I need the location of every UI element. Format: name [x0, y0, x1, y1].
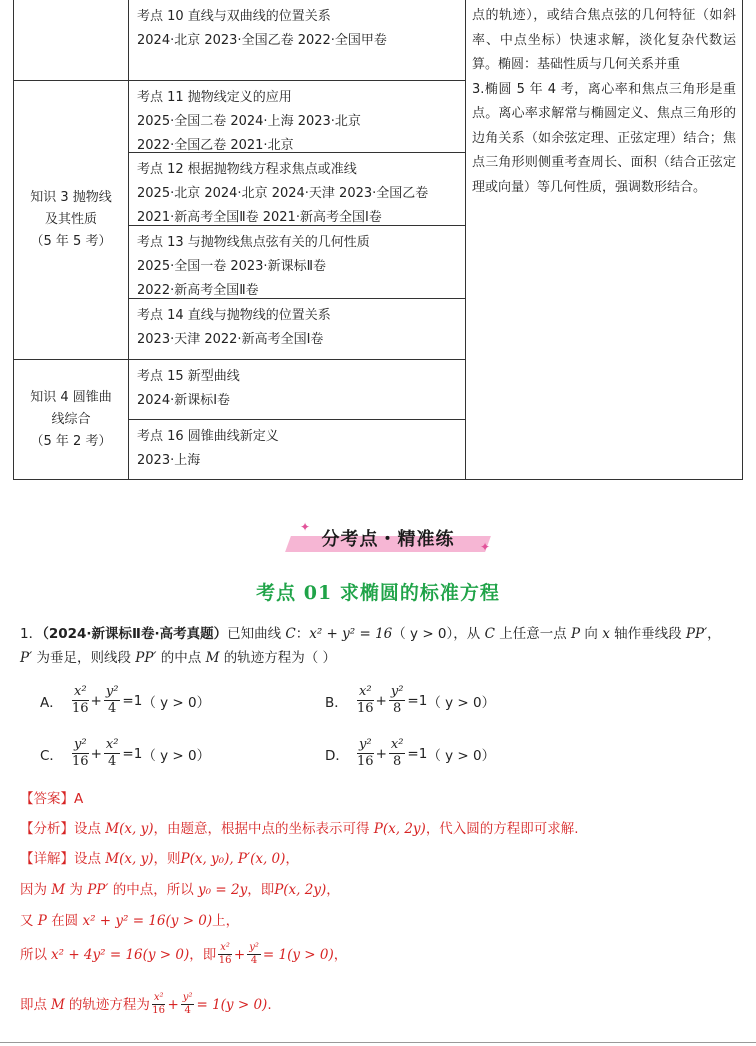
answer-text: ， — [333, 946, 348, 963]
exam-point-10 — [128, 0, 466, 81]
fraction — [389, 684, 406, 717]
answer-options — [40, 684, 640, 784]
exam-point-years: 2022·新高考全国Ⅱ卷 — [137, 283, 259, 298]
knowledge-label-line: 线综合 — [51, 411, 91, 427]
question-text: ， — [707, 626, 721, 642]
answer-text: 的轨迹方程为 — [68, 996, 150, 1013]
math-expr: M(x, y) — [105, 821, 154, 837]
analysis-label: 【分析】 — [20, 821, 74, 837]
denominator: 16 — [72, 754, 89, 769]
math-condition: （ y > 0） — [142, 694, 211, 711]
math-symbol: P — [571, 626, 581, 642]
denominator: 16 — [357, 754, 374, 769]
exam-point-13 — [128, 225, 466, 299]
section-banner — [278, 520, 498, 558]
math-condition: （ y > 0） — [392, 626, 454, 642]
knowledge-label-line: 知识 3 抛物线 — [30, 190, 112, 205]
equation-rhs: =1 — [407, 692, 428, 709]
equation-rhs: =1 — [407, 745, 428, 762]
answer-text: ，代入圆的方程即可求解. — [425, 821, 579, 837]
exam-point-years: 2023·上海 — [137, 453, 201, 468]
numerator: x² — [390, 737, 404, 752]
exam-point-14 — [128, 298, 466, 360]
answer-text: 即点 — [20, 996, 47, 1013]
numerator: y² — [74, 737, 87, 752]
answer-text: 在圆 — [51, 913, 79, 929]
question-number: 1． — [20, 626, 43, 642]
option-letter: A． — [40, 694, 63, 711]
knowledge-label-line: （5 年 2 考） — [30, 433, 112, 449]
math-expr: PP′ — [87, 882, 109, 898]
question-text: 已知曲线 — [227, 626, 282, 642]
numerator: x² — [153, 992, 164, 1003]
exam-point-years: 2024·新课标Ⅰ卷 — [137, 393, 231, 408]
question-text: 轴作垂线段 — [614, 626, 682, 642]
math-symbol: C — [484, 626, 495, 642]
detail-line-5: 即点 M 的轨迹方程为 $\frac{\text{x²}}{16}$ + $\frac{\text{y²}}{4}$ = 1(y > 0) . — [20, 992, 272, 1016]
exam-point-title: 考点 11 抛物线定义的应用 — [137, 90, 292, 105]
denominator: 4 — [108, 701, 117, 716]
option-letter: B． — [325, 694, 348, 711]
exam-point-years: 2025·北京 2024·北京 2024·天津 2023·全国乙卷 — [137, 186, 429, 201]
math-expr: x² + y² = 16(y > 0) — [82, 913, 213, 929]
answer-text: . — [267, 996, 272, 1013]
math-expr: P(x, 2y) — [373, 821, 426, 837]
answer-text: 设点 — [74, 821, 101, 837]
question-text: ，从 — [453, 626, 481, 642]
denominator: 4 — [184, 1005, 191, 1016]
math-expr: M — [51, 882, 66, 898]
math-expr: P — [37, 913, 47, 929]
answer-text: 为 — [69, 882, 83, 898]
math-condition: （ y > 0） — [427, 694, 496, 711]
math-symbol: M — [205, 650, 220, 666]
fraction — [218, 942, 232, 967]
math-symbol: PP′ — [135, 650, 157, 666]
question-line-2 — [20, 646, 740, 670]
exam-point-title: 考点 16 圆锥曲线新定义 — [137, 429, 279, 444]
answer-label: 【答案】A — [20, 791, 84, 807]
denominator: 8 — [393, 701, 402, 716]
denominator: 16 — [218, 955, 232, 966]
answer-text: ，即 — [247, 882, 275, 898]
numerator: y² — [182, 992, 193, 1003]
table-cell-empty — [13, 0, 129, 81]
fraction — [357, 737, 374, 770]
answer-text: 因为 — [20, 882, 47, 898]
exam-point-title: 考点 14 直线与抛物线的位置关系 — [137, 308, 331, 323]
numerator: y² — [105, 684, 119, 699]
numerator: y² — [390, 684, 404, 699]
analysis-notes — [465, 0, 743, 480]
math-expr: M — [51, 996, 65, 1013]
numerator: y² — [359, 737, 372, 752]
detail-label: 【详解】 — [20, 851, 74, 867]
answer-text: 上， — [212, 913, 240, 929]
answer-text: 又 — [20, 913, 34, 929]
sparkle-icon: ✦ — [300, 520, 311, 534]
exam-point-years: 2023·天津 2022·新高考全国Ⅰ卷 — [137, 332, 324, 347]
knowledge-label-line: 及其性质 — [44, 212, 97, 227]
exam-point-title: 考点 12 根据抛物线方程求焦点或准线 — [137, 162, 357, 177]
syllabus-table — [13, 0, 743, 480]
math-expr: = 1(y > 0) — [262, 946, 334, 963]
knowledge-3-label — [13, 80, 129, 360]
option-letter: D． — [325, 747, 349, 764]
denominator: 4 — [108, 754, 117, 769]
fraction — [181, 992, 195, 1017]
detail-line-3 — [20, 909, 239, 933]
math-expr: x² + 4y² = 16(y > 0) — [51, 946, 190, 963]
math-equation: x² + y² = 16 — [309, 626, 393, 642]
sparkle-icon: ✦ — [479, 540, 490, 554]
numerator: x² — [105, 737, 119, 752]
note-paragraph: 3.椭圆 5 年 4 考，离心率和焦点三角形是重点。离心率求解常与椭圆定义、焦点三角形的边角关系（如余弦定理、正弦定理）结合；焦点三角形则侧重考查周长、面积（结合正弦定理或向量）等几何性质，强调数形结合。 — [472, 81, 736, 195]
answer-text: 所以 — [20, 946, 47, 963]
fraction — [247, 942, 261, 967]
answer-text: ，即 — [189, 946, 217, 963]
exam-point-years: 2021·新高考全国Ⅱ卷 2021·新高考全国Ⅰ卷 — [137, 210, 382, 225]
knowledge-label-line: （5 年 5 考） — [30, 234, 112, 249]
detail-line-1 — [20, 847, 299, 871]
numerator: y² — [249, 942, 259, 953]
question-text: 上任意一点 — [499, 626, 567, 642]
equation-rhs: =1 — [122, 692, 143, 709]
numerator: x² — [220, 942, 230, 953]
math-expr: = 1(y > 0) — [196, 996, 268, 1013]
fraction — [104, 684, 121, 717]
question-text: 为垂足，则线段 — [36, 650, 131, 666]
math-symbol: PP′ — [685, 626, 708, 642]
knowledge-label-line: 知识 4 圆锥曲 — [30, 389, 112, 405]
fraction — [357, 684, 374, 717]
answer-text: 设点 — [74, 851, 101, 867]
denominator: 16 — [152, 1005, 166, 1016]
exam-point-16 — [128, 419, 466, 480]
banner-title: 分考点・精准练 — [321, 529, 455, 550]
math-expr: P(x, 2y) — [274, 882, 327, 898]
question-line-1: 1．（2024·新课标Ⅱ卷·高考真题）已知曲线 C：x² + y² = 16（ y > 0），从 C 上任意一点 P 向 x 轴作垂线段 PP′， — [20, 626, 721, 642]
math-symbol: P′ — [20, 650, 33, 666]
math-expr: M(x, y) — [105, 851, 154, 867]
numerator: x² — [74, 684, 87, 699]
denominator: 16 — [72, 701, 89, 716]
exam-point-title: 考点 15 新型曲线 — [137, 369, 240, 384]
denominator: 4 — [250, 955, 258, 966]
option-c[interactable]: C． $\frac{\text{y²}}{16}$ + $\frac{\text{x²}}{4}$ =1 （ y > 0） — [40, 737, 211, 769]
answer-text: ，则 — [153, 851, 181, 867]
answer-text: 的中点，所以 — [112, 882, 194, 898]
math-expr: P(x, y₀), P′(x, 0) — [180, 851, 286, 867]
exam-point-years: 2025·全国一卷 2023·新课标Ⅱ卷 — [137, 259, 326, 274]
knowledge-4-label — [13, 359, 129, 480]
question-text: 的中点 — [160, 650, 202, 666]
fraction — [389, 737, 406, 770]
denominator: 8 — [393, 754, 402, 769]
math-symbol: x — [602, 626, 610, 642]
fraction — [72, 684, 89, 717]
exam-point-title: 考点 13 与抛物线焦点弦有关的几何性质 — [137, 235, 370, 250]
exam-point-title: 考点 10 直线与双曲线的位置关系 — [137, 9, 331, 24]
section-title: 考点 01 求椭圆的标准方程 — [256, 582, 500, 604]
exam-point-years: 2025·全国二卷 2024·上海 2023·北京 — [137, 114, 361, 129]
question-source: （2024·新课标Ⅱ卷·高考真题） — [42, 626, 228, 642]
analysis-line — [20, 817, 579, 841]
math-symbol: C — [285, 626, 296, 642]
detail-line-2 — [20, 878, 340, 902]
fraction — [72, 737, 89, 770]
answer-text: ，由题意，根据中点的坐标表示可得 — [153, 821, 370, 837]
math-expr: y₀ = 2y — [198, 882, 248, 898]
exam-point-11 — [128, 80, 466, 153]
note-paragraph: 点的轨迹），或结合焦点弦的几何特征（如斜率、中点坐标）快速求解，淡化复杂代数运算。椭圆：基础性质与几何关系并重 — [472, 8, 736, 72]
numerator: x² — [359, 684, 372, 699]
option-b[interactable]: B． $\frac{\text{x²}}{16}$ + $\frac{\text{y²}}{8}$ =1 （ y > 0） — [325, 684, 496, 716]
exam-point-years: 2024·北京 2023·全国乙卷 2022·全国甲卷 — [137, 33, 387, 48]
exam-point-years: 2022·全国乙卷 2021·北京 — [137, 138, 294, 153]
answer-text: ， — [326, 882, 340, 898]
equation-rhs: =1 — [122, 745, 143, 762]
fraction — [152, 992, 166, 1017]
question-text: 的轨迹方程为（ ） — [223, 650, 336, 666]
detail-line-4: 所以 x² + 4y² = 16(y > 0) ，即 $\frac{\text{x²}}{16}$ + $\frac{\text{y²}}{4}$ = 1(y > 0) ， — [20, 942, 348, 966]
math-condition: （ y > 0） — [142, 747, 211, 764]
question-text: 向 — [584, 626, 598, 642]
question-1 — [20, 622, 740, 670]
math-condition: （ y > 0） — [427, 747, 496, 764]
answer-line — [20, 787, 83, 811]
option-a[interactable]: A． $\frac{\text{x²}}{16}$ + $\frac{\text{y²}}{4}$ =1 （ y > 0） — [40, 684, 211, 716]
page-bottom-rule — [0, 1042, 756, 1043]
answer-text: ， — [285, 851, 299, 867]
exam-point-12 — [128, 152, 466, 226]
fraction — [104, 737, 121, 770]
option-letter: C． — [40, 747, 63, 764]
exam-point-15 — [128, 359, 466, 420]
denominator: 16 — [357, 701, 374, 716]
option-d[interactable]: D． $\frac{\text{y²}}{16}$ + $\frac{\text{x²}}{8}$ =1 （ y > 0） — [325, 737, 496, 769]
